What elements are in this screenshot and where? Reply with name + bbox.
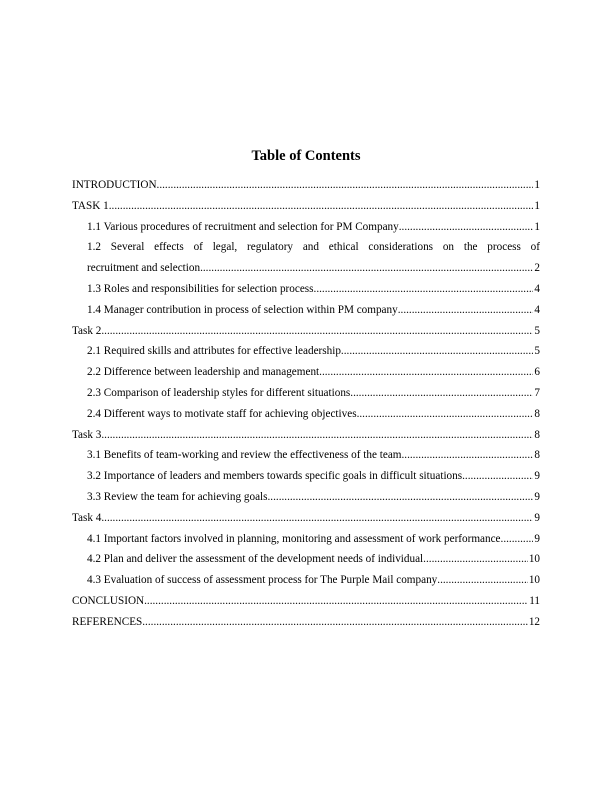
toc-leader-dots: [319, 362, 533, 383]
toc-entry-label: Task 2: [72, 324, 102, 337]
toc-entry-label: 3.1 Benefits of team-working and review the effectiveness of the team: [87, 449, 402, 462]
toc-page-number: 1: [534, 220, 540, 233]
toc-page-number: 9: [534, 532, 540, 545]
toc-leader-dots: [398, 300, 534, 321]
toc-entry-label: 4.3 Evaluation of success of assessment process for The Purple Mail company: [87, 574, 438, 587]
toc-entry-label: 3.3 Review the team for achieving goals: [87, 490, 268, 503]
toc-entry-task4[interactable]: [72, 508, 540, 529]
toc-entry-label: 2.1 Required skills and attributes for effective leadership: [87, 345, 341, 358]
toc-entry-label: 1.3 Roles and responsibilities for selection process: [87, 282, 314, 295]
toc-page-number: 5: [534, 345, 540, 358]
toc-page-number: 5: [534, 324, 540, 337]
toc-entry-introduction[interactable]: [72, 175, 540, 196]
toc-leader-dots: [314, 279, 534, 300]
toc-page-number: 8: [534, 428, 540, 441]
toc-page-number: 10: [528, 574, 540, 587]
toc-leader-dots: [341, 341, 533, 362]
toc-page-number: 8: [534, 407, 540, 420]
toc-page-number: 9: [534, 490, 540, 503]
toc-leader-dots: [462, 466, 533, 487]
toc-entry-references[interactable]: [72, 612, 540, 633]
toc-title: Table of Contents: [251, 148, 361, 164]
toc-entry-2-1[interactable]: [72, 341, 540, 362]
toc-entry-label-line1: 1.2 Several effects of legal, regulatory and ethical considerations on the process of: [87, 241, 540, 254]
toc-entry-label: Task 3: [72, 428, 102, 441]
toc-entry-conclusion[interactable]: [72, 591, 540, 612]
toc-page-number: 9: [534, 511, 540, 524]
toc-page-number: 1: [534, 179, 540, 191]
toc-entry-1-2[interactable]: [72, 258, 540, 279]
toc-entry-3-3[interactable]: [72, 487, 540, 508]
toc-leader-dots: [423, 549, 528, 570]
toc-entry-task2[interactable]: [72, 321, 540, 342]
toc-entry-label: 1.4 Manager contribution in process of selection within PM company: [87, 303, 398, 316]
toc-entry-label: 2.4 Different ways to motivate staff for achieving objectives: [87, 407, 357, 420]
toc-leader-dots: [144, 591, 528, 612]
toc-entry-label: REFERENCES: [72, 615, 143, 628]
toc-page-number: 2: [534, 262, 540, 275]
toc-entry-label: 4.1 Important factors involved in planning, monitoring and assessment of work performance.: [87, 532, 504, 545]
toc-entry-label: 2.3 Comparison of leadership styles for different situations: [87, 386, 351, 399]
toc-page-number: 12: [528, 615, 540, 628]
toc-leader-dots: [109, 196, 534, 217]
toc-entry-2-3[interactable]: [72, 383, 540, 404]
toc-leader-dots: [437, 570, 528, 591]
toc-entry-label: Task 4: [72, 511, 102, 524]
toc-entry-1-3[interactable]: [72, 279, 540, 300]
toc-entry-2-4[interactable]: [72, 404, 540, 425]
toc-page-number: 11: [529, 594, 540, 607]
toc-entry-task1[interactable]: [72, 196, 540, 217]
toc-entry-2-2[interactable]: [72, 362, 540, 383]
toc-entry-label: CONCLUSION: [72, 594, 145, 607]
toc-page-number: 4: [534, 303, 540, 316]
toc-page-number: 9: [534, 470, 540, 483]
toc-entry-label: 2.2 Difference between leadership and management: [87, 366, 320, 379]
table-of-contents: [72, 175, 540, 633]
toc-leader-dots: [357, 404, 534, 425]
toc-leader-dots: [268, 487, 534, 508]
toc-page-number: 7: [534, 386, 540, 399]
toc-entry-label: recruitment and selection: [87, 262, 201, 275]
toc-leader-dots: [200, 258, 533, 279]
toc-leader-dots: [350, 383, 533, 404]
toc-page-number: 6: [534, 366, 540, 379]
toc-entry-4-2[interactable]: [72, 549, 540, 570]
toc-page-number: 8: [534, 449, 540, 462]
toc-leader-dots: [503, 529, 533, 550]
toc-leader-dots: [399, 217, 534, 238]
toc-leader-dots: [142, 612, 528, 633]
toc-entry-label: INTRODUCTION: [72, 179, 157, 191]
toc-entry-label: 4.2 Plan and deliver the assessment of the development needs of individual: [87, 553, 424, 566]
toc-entry-label: 1.1 Various procedures of recruitment and selection for PM Company: [87, 220, 399, 233]
toc-entry-4-3[interactable]: [72, 570, 540, 591]
toc-leader-dots: [101, 508, 533, 529]
toc-page-number: 10: [528, 553, 540, 566]
toc-page-number: 1: [534, 199, 540, 212]
toc-entry-3-2[interactable]: [72, 466, 540, 487]
toc-entry-label: TASK 1: [72, 199, 109, 212]
toc-entry-4-1[interactable]: [72, 529, 540, 550]
toc-entry-3-1[interactable]: [72, 445, 540, 466]
toc-entry-1-1[interactable]: [72, 217, 540, 238]
toc-entry-1-4[interactable]: [72, 300, 540, 321]
toc-leader-dots: [157, 175, 534, 196]
toc-entry-label: 3.2 Importance of leaders and members towards specific goals in difficult situations: [87, 470, 463, 483]
toc-entry-task3[interactable]: [72, 425, 540, 446]
toc-page-number: 4: [534, 282, 540, 295]
toc-entry-1-2-line1[interactable]: [72, 237, 540, 258]
toc-leader-dots: [101, 321, 533, 342]
toc-leader-dots: [401, 445, 533, 466]
toc-leader-dots: [101, 425, 533, 446]
